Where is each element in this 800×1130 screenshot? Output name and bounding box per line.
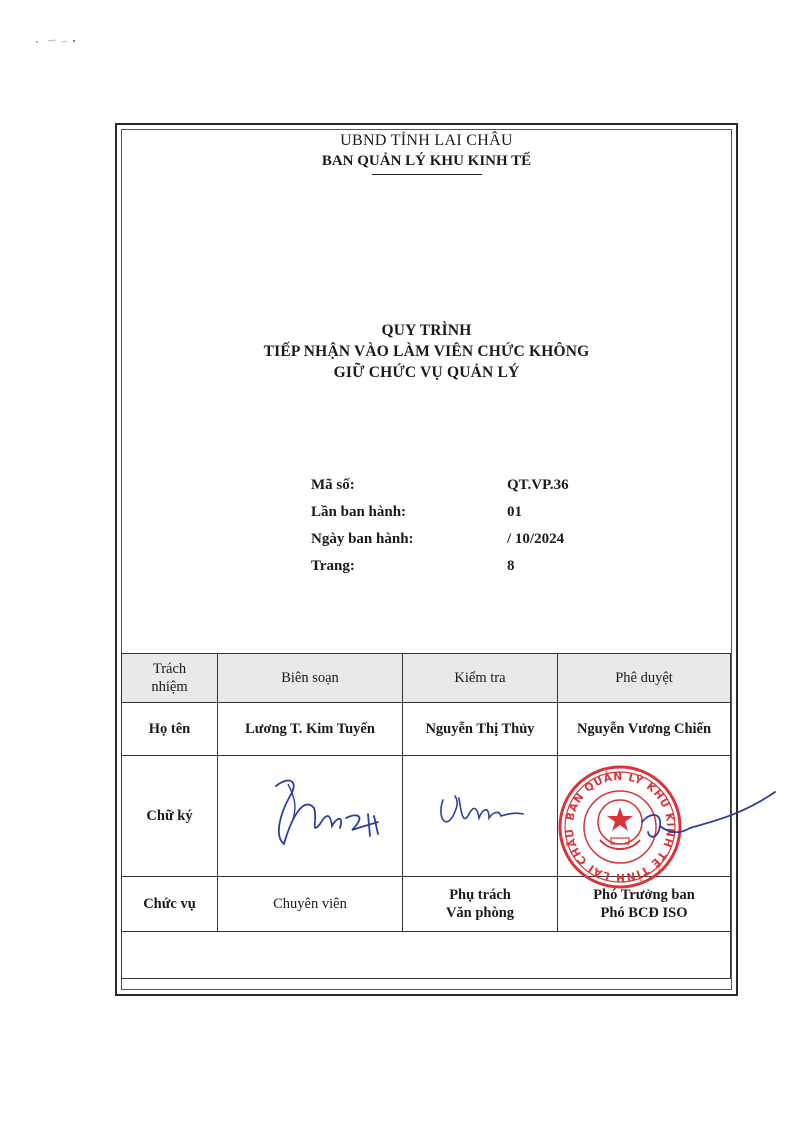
responsibility-line-1: Trách	[152, 661, 187, 677]
header	[117, 131, 736, 175]
stamp-text: BAN QUẢN LÝ KHU KINH TẾ TỈNH LAI CHÂU	[563, 770, 677, 884]
signature-row-label: Chữ ký	[122, 756, 218, 877]
checker-signature-cell	[403, 756, 558, 877]
checker-name: Nguyễn Thị Thủy	[403, 703, 558, 756]
meta-code-label: Mã số:	[311, 477, 355, 493]
meta-code-row	[311, 477, 611, 504]
meta-page-label: Trang:	[311, 558, 355, 574]
meta-issue-value: 01	[507, 504, 522, 520]
approver-role-line-1: Phó Trưởng ban	[593, 887, 695, 903]
drafter-role: Chuyên viên	[218, 877, 403, 932]
approver-signature	[640, 782, 780, 852]
checker-signature	[403, 756, 558, 876]
approver-name: Nguyễn Vương Chiến	[558, 703, 731, 756]
org-underline	[372, 174, 482, 175]
meta-page-row	[311, 558, 611, 585]
document-title	[117, 320, 736, 383]
scan-speck	[34, 36, 80, 46]
org-name: BAN QUẢN LÝ KHU KINH TẾ	[321, 153, 532, 169]
title-line-1: QUY TRÌNH	[381, 322, 472, 339]
parent-org: UBND TỈNH LAI CHÂU	[340, 132, 513, 149]
drafter-name: Lương T. Kim Tuyến	[218, 703, 403, 756]
title-line-3: GIỮ CHỨC VỤ QUẢN LÝ	[333, 364, 520, 381]
table-row-empty	[122, 932, 731, 979]
stamp-emblem-icon	[598, 800, 642, 849]
draft-header: Biên soạn	[218, 654, 403, 703]
empty-footer-cell	[122, 932, 731, 979]
name-row-label: Họ tên	[122, 703, 218, 756]
meta-issue-row	[311, 504, 611, 531]
approver-role-line-2: Phó BCĐ ISO	[600, 905, 688, 921]
meta-issue-label: Lần ban hành:	[311, 504, 407, 520]
table-header-row	[122, 654, 731, 703]
meta-date-value: / 10/2024	[507, 531, 565, 547]
checker-role-line-1: Phụ trách	[449, 887, 511, 903]
title-line-2: TIẾP NHẬN VÀO LÀM VIÊN CHỨC KHÔNG	[263, 343, 590, 360]
drafter-signature	[218, 756, 403, 876]
role-row-label: Chức vụ	[122, 877, 218, 932]
responsibility-line-2: nhiệm	[151, 679, 188, 695]
meta-date-row	[311, 531, 611, 558]
document-meta	[311, 477, 611, 585]
table-row-names	[122, 703, 731, 756]
responsibility-header	[122, 654, 218, 703]
check-header: Kiểm tra	[403, 654, 558, 703]
meta-date-label: Ngày ban hành:	[311, 531, 414, 547]
checker-role-line-2: Văn phòng	[445, 905, 515, 921]
drafter-signature-cell	[218, 756, 403, 877]
approve-header: Phê duyệt	[558, 654, 731, 703]
checker-role	[403, 877, 558, 932]
meta-code-value: QT.VP.36	[507, 477, 569, 493]
meta-page-value: 8	[507, 558, 515, 574]
